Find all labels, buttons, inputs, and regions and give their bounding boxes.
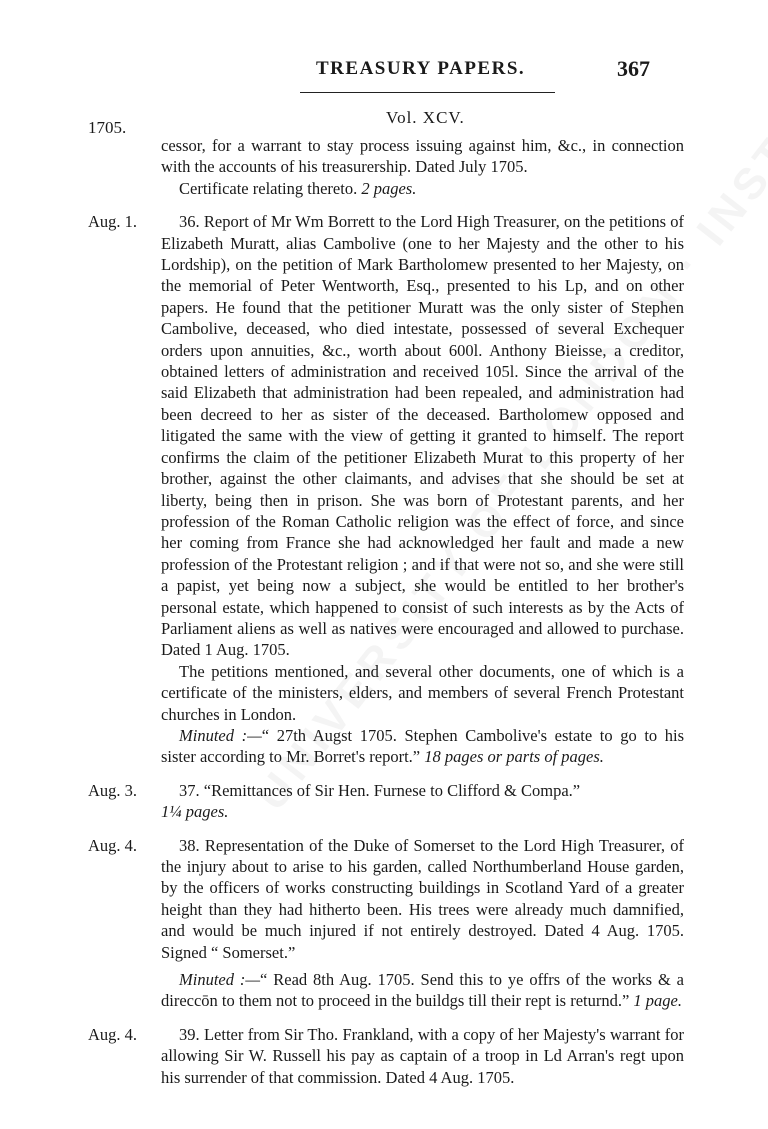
page-number: 367 xyxy=(617,56,650,81)
continuation-pages: 2 pages. xyxy=(361,178,417,198)
continuation-text: cessor, for a warrant to stay process issuing against him, &c., in connection with the accounts of his treasurership. Dated July 1705. xyxy=(161,136,684,177)
entry-36 xyxy=(88,211,685,768)
entry-paragraph: 38. Representation of the Duke of Somerset to the Lord High Treasurer, of the injury about to arise to his garden, called Northumberland House garden, by the officers of works constructing buildings in Scotland Yard of a greater height than they had hitherto been. His trees were already much damnified, and would be much injured if not entirely destroyed. Dated 4 Aug. 1705. Signed “ Somerset.” xyxy=(161,835,684,962)
entry-minute xyxy=(161,969,684,1012)
entry-38 xyxy=(88,835,685,1012)
continuation-note xyxy=(161,178,684,199)
continuation-note-text: Certificate relating thereto. xyxy=(179,178,362,198)
entry-date: Aug. 4. xyxy=(88,835,138,855)
entry-date: Aug. 1. xyxy=(88,212,138,232)
entry-39 xyxy=(88,1024,684,1088)
entry-paragraph: 36. Report of Mr Wm Borrett to the Lord High Treasurer, on the petitions of Elizabeth Muratt, alias Cambolive (one to her Majesty and the other to his Lordship), on the petition of Mark Bartholomew presented to her Majesty, on the memorial of Peter Wentworth, Esq., presented to his Lp, and on other papers. He found that the petitioner Muratt was the only sister of Stephen Cambolive, deceased, who died intestate, possessed of several Exchequer orders upon annuities, &c., worth about 600l. Anthony Bieisse, a creditor, obtained letters of administration and received 105l. Since the arrival of the said Elizabeth that administration had been repealed, and administration had been decreed to her as sister of the deceased. Bartholomew opposed and litigated the same with the view of getting it granted to himself. The report confirms the claim of the petitioner Elizabeth Murat to this property of her brother, against the other claimants, and advises that she should be set at liberty, being then in prison. She was born of Protestant parents, and her profession of the Roman Catholic religion was the effect of force, and since her coming from France she had acknowledged her fault and made a new profession of the Protestant religion ; and if that were not so, and she were still a papist, yet being now a subject, she would be entitled to her brother's personal estate, which happened to consist of such interests as by the Acts of Parliament aliens as well as natives were encouraged and allowed to purchase. Dated 1 Aug. 1705. xyxy=(161,212,684,660)
header-rule xyxy=(300,92,555,93)
volume-label: Vol. XCV. xyxy=(386,108,465,127)
body-text xyxy=(0,135,768,1088)
entry-minute xyxy=(161,725,684,768)
entry-date: Aug. 4. xyxy=(88,1024,138,1044)
minute-text: “ Read 8th Aug. 1705. Send this to ye offrs of the works & a direccōn to them not to proceed in the buildgs till their rept is returnd.” xyxy=(161,970,685,1011)
running-head xyxy=(0,56,768,86)
entry-paragraph: 37. “Remittances of Sir Hen. Furnese to Clifford & Compa.” xyxy=(179,780,581,800)
entry-pages: 18 pages or parts of pages. xyxy=(424,747,604,767)
continuation-entry xyxy=(161,135,684,199)
entry-paragraph: 39. Letter from Sir Tho. Frankland, with a copy of her Majesty's warrant for allowing Sir W. Russell his pay as captain of a troop in Ld Arran's regt upon his surrender of that commission. Dated 4 Aug. 1705. xyxy=(161,1024,684,1087)
entry-paragraph: The petitions mentioned, and several other documents, one of which is a certificate of the ministers, elders, and members of several French Protestant churches in London. xyxy=(161,661,684,724)
entry-37 xyxy=(88,780,684,823)
entry-pages-line xyxy=(161,801,684,822)
minute-label: Minuted :— xyxy=(179,725,262,745)
year-label: 1705. xyxy=(88,118,127,137)
entry-date: Aug. 3. xyxy=(88,780,138,800)
entry-pages: 1 page. xyxy=(633,991,682,1011)
running-title: TREASURY PAPERS. xyxy=(316,58,526,79)
minute-text: “ 27th Augst 1705. Stephen Cambolive's estate to go to his sister according to Mr. Borret's report.” xyxy=(161,725,685,767)
entry-pages: 1¼ pages. xyxy=(161,802,229,822)
minute-label: Minuted :— xyxy=(179,970,261,990)
